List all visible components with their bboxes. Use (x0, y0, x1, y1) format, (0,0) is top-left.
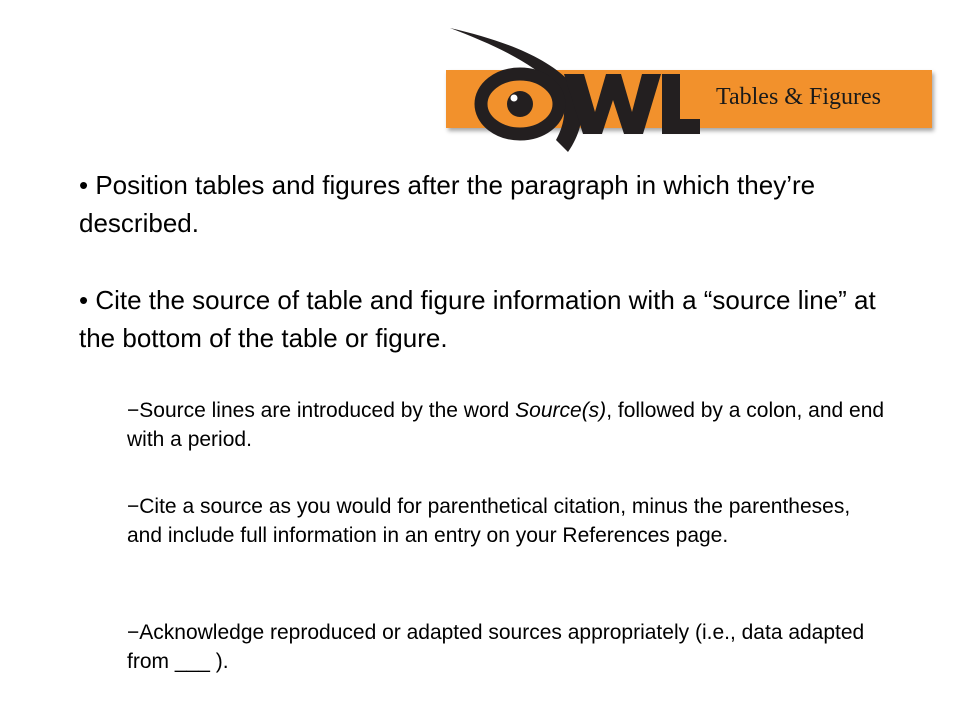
owl-logo (440, 22, 700, 162)
dash-marker: − (127, 621, 140, 644)
header-title: Tables & Figures (716, 84, 881, 110)
sub-point-cite-source (127, 492, 887, 550)
sub-point-text: Acknowledge reproduced or adapted sources appropriately (i.e., data adapted from ___ ). (127, 621, 865, 673)
sub-point-text-start: Source lines are introduced by the word (139, 399, 516, 422)
dash-marker: − (127, 399, 140, 422)
sub-point-text: Cite a source as you would for parenthetical citation, minus the parentheses, and include full information in an entry on your References page. (127, 495, 851, 547)
sub-point-source-lines (127, 396, 887, 454)
owl-eye-highlight (511, 95, 518, 102)
bullet-text: Position tables and figures after the paragraph in which they’re described. (79, 170, 816, 238)
dash-marker: − (127, 495, 140, 518)
bullet-marker: • (79, 170, 96, 200)
sub-point-italic-term: Source(s) (515, 399, 607, 422)
bullet-text: Cite the source of table and figure information with a “source line” at the bottom of the table or figure. (79, 285, 876, 353)
owl-pupil (507, 91, 533, 117)
bullet-cite-source (79, 281, 879, 357)
owl-letter-l (662, 74, 700, 134)
sub-point-text-end: , followed by a colon, and end with a period. (127, 399, 885, 451)
bullet-marker: • (79, 285, 96, 315)
bullet-position-tables (79, 166, 879, 242)
sub-point-acknowledge (127, 618, 887, 676)
